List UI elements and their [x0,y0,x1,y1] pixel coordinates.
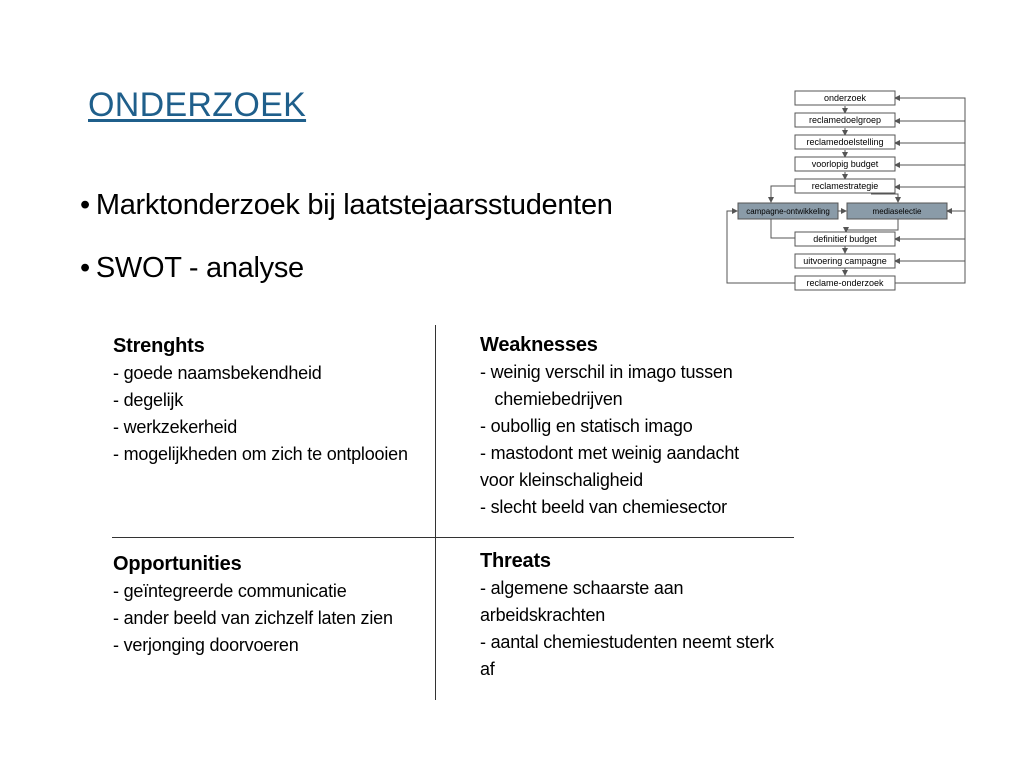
quadrant-heading: Threats [480,550,551,572]
advertising-process-flowchart [0,0,1024,300]
quadrant-item: - degelijk [113,390,184,410]
bullet-item: • Marktonderzoek bij laatstejaarsstudenten [80,189,613,221]
quadrant-item: - weinig verschil in imago tussen [480,362,733,382]
flow-step: reclamedoelgroep [808,115,882,125]
flow-step: onderzoek [823,93,867,103]
flow-step: reclamedoelstelling [806,137,884,147]
quadrant-item: - goede naamsbekendheid [113,363,322,383]
bullet-text: Marktonderzoek bij laatstejaarsstudenten [95,189,613,221]
quadrant-item: - algemene schaarste aan [480,578,684,598]
bullet-item: • SWOT - analyse [80,252,304,284]
swot-vertical-divider [435,325,436,700]
swot-strengths [113,332,408,468]
quadrant-heading: Opportunities [113,553,242,575]
flow-step: uitvoering campagne [803,256,887,266]
quadrant-item: - mogelijkheden om zich te ontplooien [113,444,408,464]
quadrant-item: - werkzekerheid [113,417,238,437]
quadrant-item: chemiebedrijven [480,389,623,409]
quadrant-item: - slecht beeld van chemiesector [480,497,727,517]
swot-weaknesses [480,331,739,521]
quadrant-heading: Strenghts [113,335,205,357]
flow-step: campagne-ontwikkeling [746,207,830,216]
slide-title: ONDERZOEK [88,86,307,124]
quadrant-item: - geïntegreerde communicatie [113,581,347,601]
quadrant-item: - oubollig en statisch imago [480,416,693,436]
flow-step: voorlopig budget [811,159,879,169]
quadrant-item: - aantal chemiestudenten neemt sterk [480,632,774,652]
quadrant-item: - mastodont met weinig aandacht [480,443,739,463]
quadrant-item: - ander beeld van zichzelf laten zien [113,608,393,628]
swot-opportunities [113,550,393,659]
flow-step: definitief budget [813,234,877,244]
quadrant-heading: Weaknesses [480,334,598,356]
flow-step: mediaselectie [872,207,922,216]
swot-threats [480,547,774,683]
quadrant-item: arbeidskrachten [480,605,606,625]
quadrant-item: af [480,659,495,679]
quadrant-item: voor kleinschaligheid [480,470,643,490]
swot-horizontal-divider [112,537,794,538]
quadrant-item: - verjonging doorvoeren [113,635,299,655]
bullet-text: SWOT - analyse [95,252,304,284]
flow-step: reclamestrategie [811,181,879,191]
flow-step: reclame-onderzoek [806,278,884,288]
